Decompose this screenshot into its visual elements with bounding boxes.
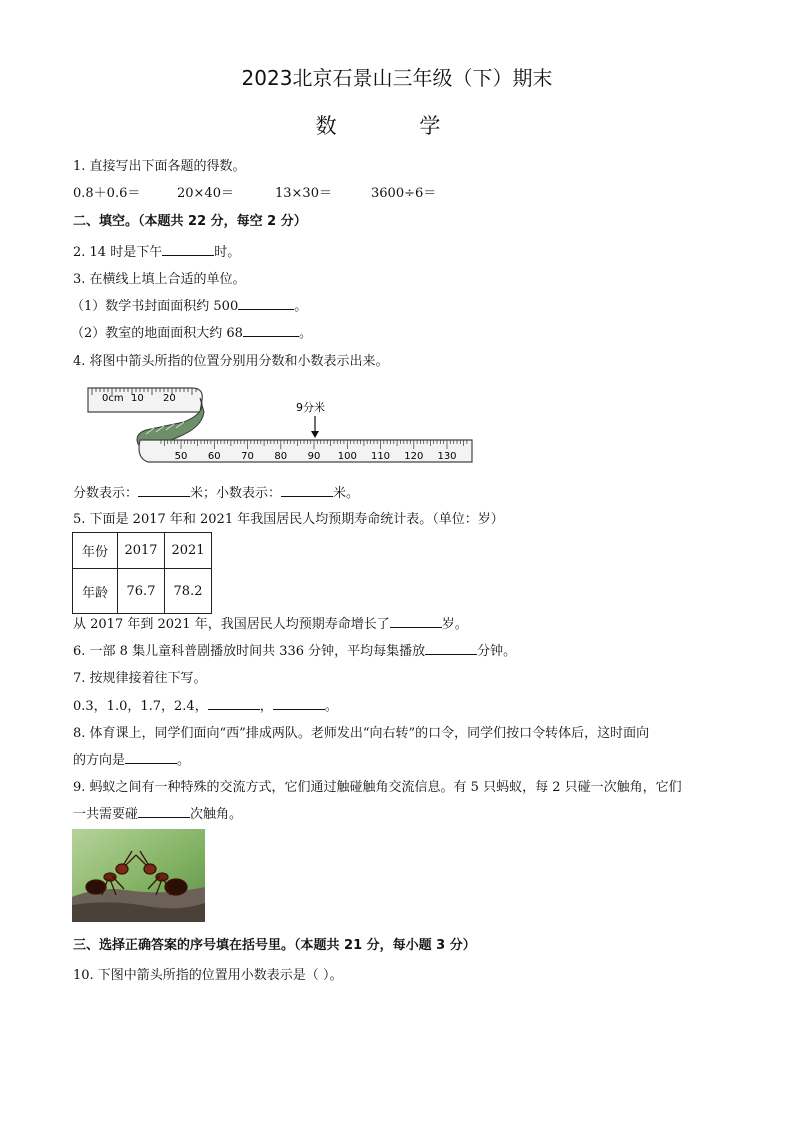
q6: [73, 640, 516, 659]
q7-sep: ，: [259, 699, 273, 714]
answer-blank[interactable]: [138, 806, 190, 818]
q5-answer: [73, 613, 468, 632]
tape-tick-label: 20: [163, 393, 176, 404]
q3-a-end: 。: [294, 299, 308, 314]
arrow-label: 9分米: [296, 401, 325, 414]
q4-frac-unit: 米；小数表示：: [190, 486, 282, 501]
life-expectancy-table: [72, 532, 212, 614]
q7-end: 。: [324, 699, 338, 714]
q8-line2: [73, 749, 190, 768]
tape-tick-label: 130: [437, 451, 457, 462]
answer-blank[interactable]: [238, 298, 294, 310]
section-3-heading: 三、选择正确答案的序号填在括号里。（本题共 21 分，每小题 3 分）: [73, 938, 476, 953]
q8-line1: 8. 体育课上，同学们面向“西”排成两队。老师发出“向右转”的口令，同学们按口令转体后，这时面向: [73, 726, 650, 741]
q10-prompt: 10. 下图中箭头所指的位置用小数表示是（ ）。: [73, 968, 343, 983]
section-2-heading: 二、填空。（本题共 22 分，每空 2 分）: [73, 214, 307, 229]
equation: 13×30＝: [275, 186, 332, 201]
q4-answer: [73, 482, 359, 501]
q7-sequence: [73, 695, 338, 714]
answer-blank[interactable]: [390, 616, 442, 628]
tape-measure-figure: [84, 378, 480, 468]
table-cell: 年份: [73, 533, 118, 569]
q5-prompt: 5. 下面是 2017 年和 2021 年我国居民人均预期寿命统计表。（单位：岁）: [73, 512, 504, 527]
q5-answer-text: 从 2017 年到 2021 年，我国居民人均预期寿命增长了: [73, 617, 390, 632]
q4-prompt: 4. 将图中箭头所指的位置分别用分数和小数表示出来。: [73, 354, 389, 369]
q9-line1: 9. 蚂蚁之间有一种特殊的交流方式，它们通过触碰触角交流信息。有 5 只蚂蚁，每 2 只碰一次触角，它们: [73, 780, 682, 795]
q6-end: 分钟。: [477, 644, 517, 659]
tape-tick-label: 80: [274, 451, 288, 462]
arrow-head: [311, 431, 319, 438]
equation: 20×40＝: [177, 186, 234, 201]
q4-frac-label: 分数表示：: [73, 486, 139, 501]
table-cell: 年龄: [73, 569, 118, 614]
answer-blank[interactable]: [273, 698, 325, 710]
equation: 3600÷6＝: [371, 186, 437, 201]
q5-answer-end: 岁。: [441, 617, 468, 632]
answer-blank[interactable]: [243, 325, 299, 337]
q2-text-end: 时。: [214, 245, 241, 260]
tape-tick-label: 10: [131, 393, 144, 404]
answer-blank[interactable]: [208, 698, 260, 710]
equation: 0.8＋0.6＝: [73, 186, 141, 201]
answer-blank[interactable]: [162, 244, 214, 256]
q3-prompt: 3. 在横线上填上合适的单位。: [73, 272, 246, 287]
tape-tick-label: 100: [337, 451, 357, 462]
q9-text: 一共需要碰: [73, 807, 139, 822]
table-cell: 2017: [118, 533, 165, 569]
tape-tick-label: 90: [307, 451, 321, 462]
subject-title: 数 学: [315, 114, 479, 138]
q8-end: 。: [177, 753, 191, 768]
table-cell: 76.7: [118, 569, 165, 614]
q9-end: 次触角。: [190, 807, 243, 822]
page-title: 2023北京石景山三年级（下）期末: [241, 66, 553, 90]
q3-b-end: 。: [298, 326, 312, 341]
q1-prompt: 1. 直接写出下面各题的得数。: [73, 159, 246, 174]
q3-b: [71, 322, 312, 341]
tape-tick-label: 50: [174, 451, 188, 462]
q3-b-text: （2）教室的地面面积大约 68: [71, 326, 243, 341]
tape-tick-label: 120: [404, 451, 424, 462]
q3-a-text: （1）数学书封面面积约 500: [71, 299, 239, 314]
q8-text: 的方向是: [73, 753, 126, 768]
tape-tick-label: 110: [370, 451, 391, 462]
ants-photo: [72, 829, 205, 922]
q2: [73, 241, 240, 260]
tape-lower-labels: [175, 451, 457, 462]
tape-tick-label: 70: [241, 451, 254, 462]
answer-blank[interactable]: [281, 485, 333, 497]
tape-start-label: 0cm: [102, 393, 124, 404]
q7-prompt: 7. 按规律接着往下写。: [73, 671, 207, 686]
q4-dec-unit: 米。: [333, 486, 360, 501]
table-cell: 2021: [165, 533, 212, 569]
q6-text: 6. 一部 8 集儿童科普剧播放时间共 336 分钟，平均每集播放: [73, 644, 426, 659]
q3-a: [71, 295, 307, 314]
answer-blank[interactable]: [125, 752, 177, 764]
tape-tick-label: 60: [207, 451, 221, 462]
table-row: [73, 533, 212, 569]
q1-equations: [73, 182, 473, 200]
q2-text: 2. 14 时是下午: [73, 245, 163, 260]
q9-line2: [73, 803, 242, 822]
q7-seq: 0.3，1.0，1.7，2.4，: [73, 699, 208, 714]
table-cell: 78.2: [165, 569, 212, 614]
table-row: [73, 569, 212, 614]
answer-blank[interactable]: [138, 485, 190, 497]
answer-blank[interactable]: [425, 643, 477, 655]
